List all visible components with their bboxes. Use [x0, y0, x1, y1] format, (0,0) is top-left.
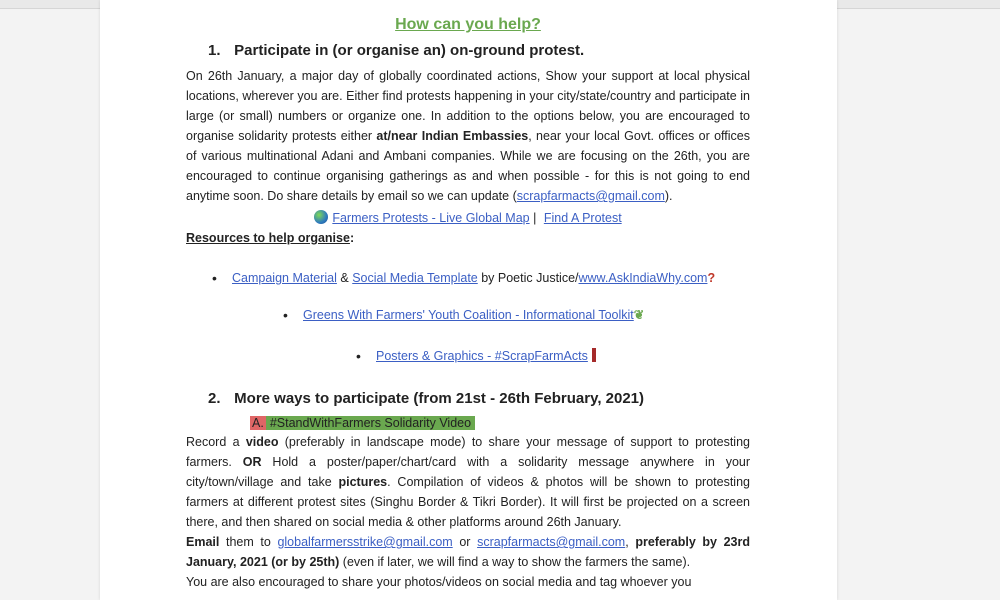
- document-content: [186, 12, 750, 592]
- link-campaign-material[interactable]: Campaign Material: [232, 271, 337, 285]
- email-link-scrapfarmacts[interactable]: scrapfarmacts@gmail.com: [516, 189, 665, 203]
- resource-item-3: [186, 346, 750, 366]
- video-instructions-paragraph: [186, 432, 750, 532]
- resources-heading-colon: :: [349, 231, 355, 245]
- globe-icon: [314, 210, 328, 224]
- video-text-d: . Compilation of videos & photos will be shown to protesting farmers at different protest sites (Singhu Border & Tikri Border). It will first be projected on a screen there, and then shared on social media & other platforms around 26th January.: [186, 475, 750, 529]
- social-media-text: You are also encouraged to share your photos/videos on social media and tag whoever you: [186, 575, 692, 589]
- bullet-icon: •: [283, 307, 288, 323]
- question-mark-icon: ?: [707, 271, 716, 285]
- email-link-scrapfarmacts-2[interactable]: scrapfarmacts@gmail.com: [477, 535, 626, 549]
- link-askindiawhy[interactable]: www.AskIndiaWhy.com: [578, 271, 708, 285]
- email-link-globalfarmersstrike[interactable]: globalfarmersstrike@gmail.com: [277, 535, 453, 549]
- resource-item-1: [186, 268, 750, 288]
- social-media-paragraph: [186, 572, 750, 592]
- email-bold: Email: [186, 535, 220, 549]
- resource-item-2: [186, 305, 750, 325]
- subsection-a-title: #StandWithFarmers Solidarity Video: [266, 416, 475, 430]
- deadline-bold: preferably by 23rd January, 2021 (or by 25th): [186, 535, 751, 569]
- section-1-paragraph: [186, 66, 750, 206]
- section-1-bold-embassies: at/near Indian Embassies: [376, 129, 529, 143]
- section-1-heading: [208, 40, 750, 62]
- subsection-a-label: [250, 414, 475, 432]
- section-2-heading: [208, 388, 750, 410]
- subsection-a-letter: A.: [252, 416, 264, 430]
- protest-links-line: [186, 208, 750, 228]
- sprout-icon: ❦: [633, 308, 645, 322]
- link-social-media-template[interactable]: Social Media Template: [352, 271, 478, 285]
- resource-1-by: by Poetic Justice/: [477, 271, 579, 285]
- section-1-number: 1.: [208, 42, 221, 59]
- link-find-a-protest[interactable]: Find A Protest: [543, 211, 622, 225]
- bullet-icon: •: [212, 270, 217, 286]
- email-instructions-paragraph: [186, 532, 750, 572]
- video-bold: video: [245, 435, 279, 449]
- document-page: [100, 0, 837, 600]
- resource-1-amp: &: [336, 271, 353, 285]
- video-text-b: (preferably in landscape mode) to share your message of support to protesting farmers.: [186, 435, 750, 469]
- page-title: How can you help?: [395, 16, 541, 33]
- bullet-icon: •: [356, 348, 361, 364]
- pictures-bold: pictures: [338, 475, 388, 489]
- section-2-heading-text: More ways to participate (from 21st - 26th February, 2021): [234, 390, 645, 407]
- section-1-heading-text: Participate in (or organise an) on-ground protest.: [234, 42, 585, 59]
- video-text-a: Record a: [186, 435, 246, 449]
- video-text-c: Hold a poster/paper/chart/card with a solidarity message anywhere in your city/town/village and take: [186, 455, 751, 489]
- link-live-global-map[interactable]: Farmers Protests - Live Global Map: [332, 211, 530, 225]
- link-posters-graphics[interactable]: Posters & Graphics - #ScrapFarmActs: [376, 349, 588, 363]
- email-text-or: or: [452, 535, 478, 549]
- section-1-text-b: , near your local Govt. offices or offices of various multinational Adani and Ambani companies. While we are focusing on the 26th, you are encouraged to continue organising gatherings as and when possible - for this is not going to end anytime soon. Do share details by email so we can update (: [186, 129, 750, 203]
- link-greens-toolkit[interactable]: Greens With Farmers' Youth Coalition - Informational Toolkit: [303, 308, 634, 322]
- email-text-c: (even if later, we will find a way to show the farmers the same).: [339, 555, 691, 569]
- section-1-text-a: On 26th January, a major day of globally coordinated actions, Show your support at local physical locations, wherever you are. Either find protests happening in your city/state/country and participate in large (or small) numbers or organize one. In addition to the options below, you are encouraged to organise solidarity protests either: [186, 69, 750, 143]
- section-1-text-c: ).: [664, 189, 673, 203]
- red-bar-icon: [592, 348, 596, 362]
- link-separator: |: [533, 211, 537, 225]
- section-2-number: 2.: [208, 390, 221, 407]
- or-bold: OR: [242, 455, 262, 469]
- resources-heading-text: Resources to help organise: [186, 231, 350, 245]
- email-text-a: them to: [219, 535, 278, 549]
- email-text-b: ,: [625, 535, 636, 549]
- resources-heading: [186, 228, 750, 248]
